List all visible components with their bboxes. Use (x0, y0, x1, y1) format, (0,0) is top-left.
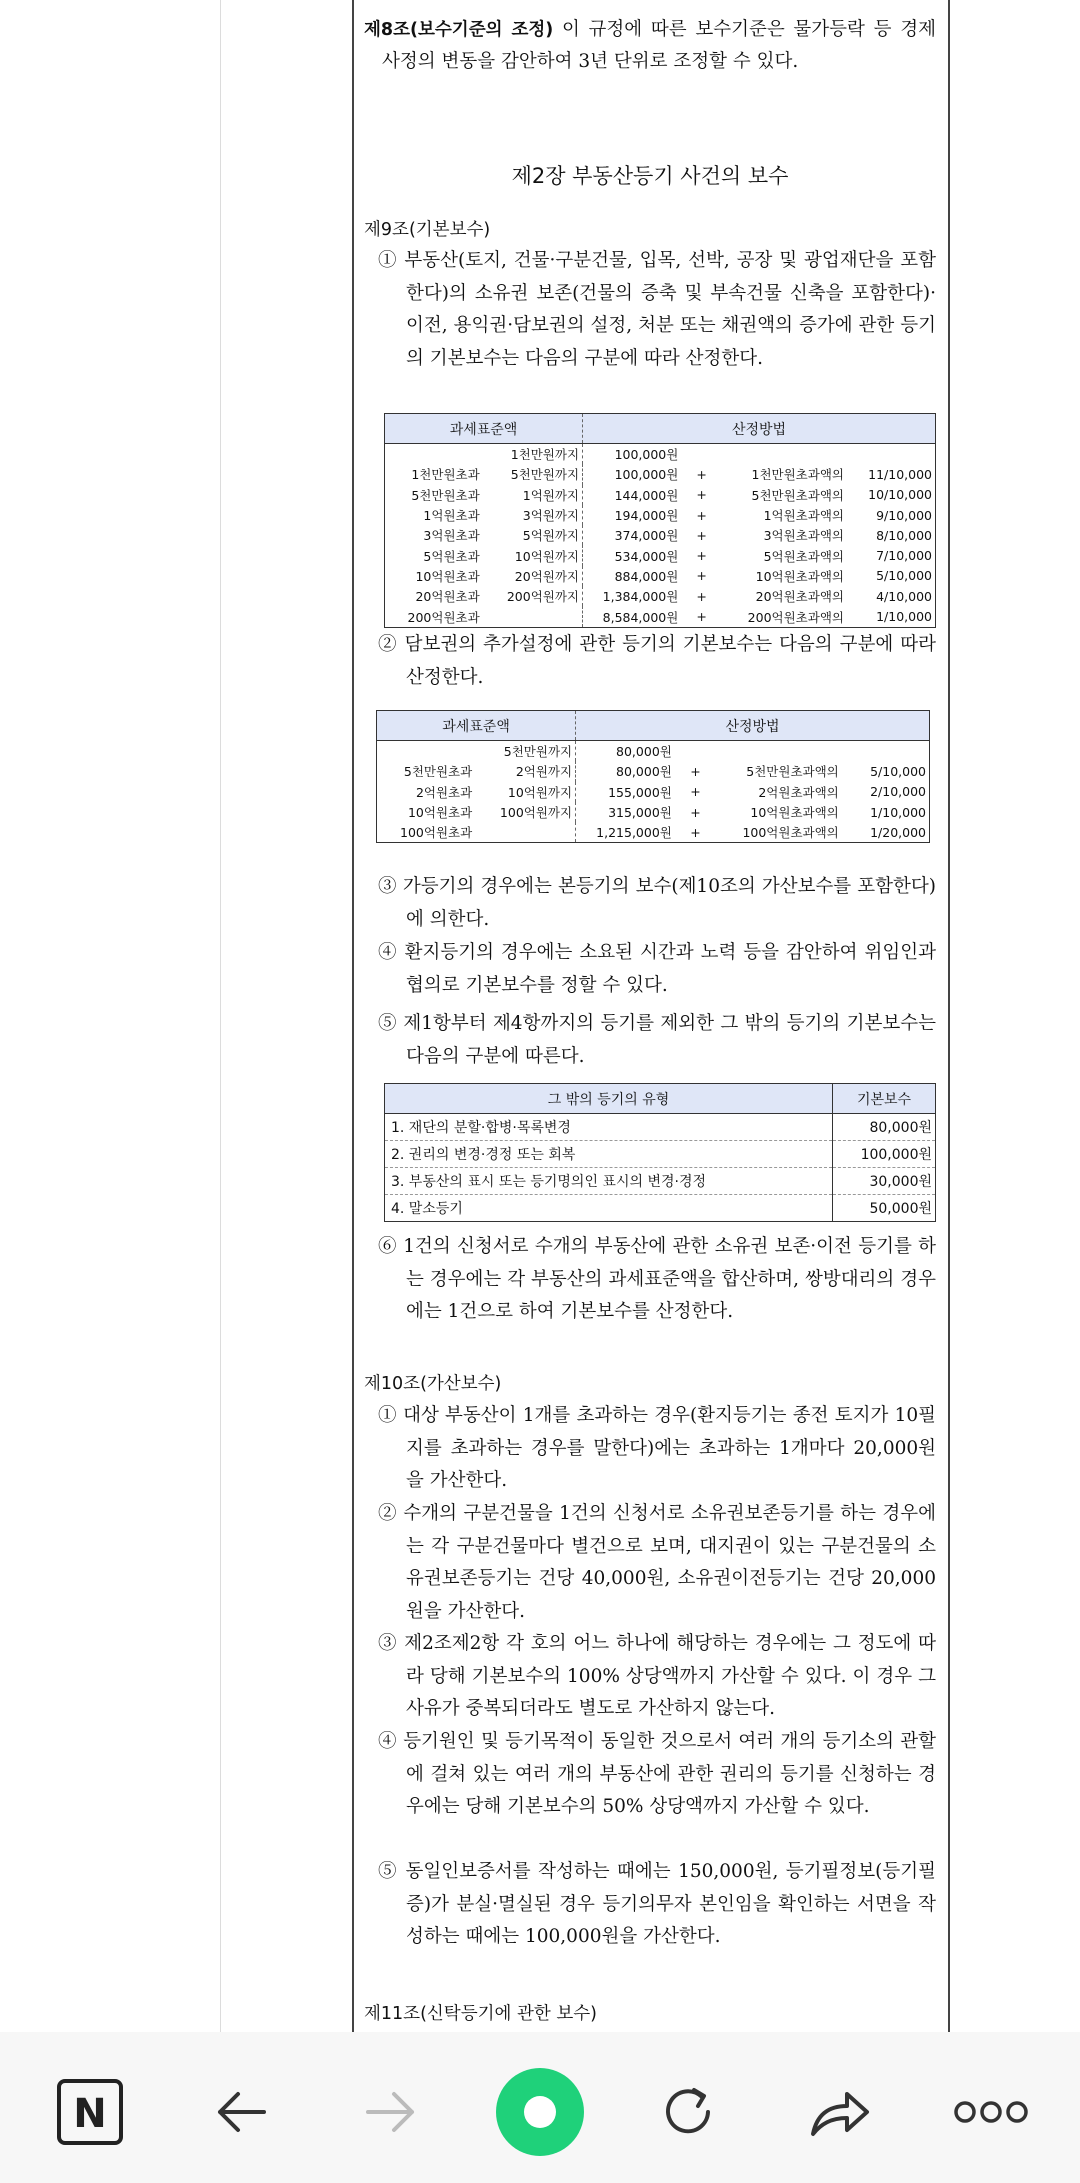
table-cell (842, 741, 929, 762)
fee-table-1 (384, 413, 936, 628)
table-cell: 2억원초과액의 (758, 784, 839, 800)
table-cell: + (696, 507, 707, 523)
table-row (377, 822, 929, 842)
table-cell: 5/10,000 (870, 763, 926, 779)
table-cell: 1억원초과액의 (763, 508, 844, 524)
fee-table-3 (384, 1083, 936, 1222)
table-cell: 10억원초과 (407, 805, 473, 821)
table-cell: 3억원초과액의 (763, 528, 844, 544)
table-cell: 3. 부동산의 표시 또는 등기명의인 표시의 변경·경정 (385, 1168, 833, 1195)
table-cell: 7/10,000 (876, 548, 932, 564)
table-cell: 5천만원초과액의 (746, 764, 839, 780)
table-cell (377, 741, 475, 762)
article-10-para-5: ⑤ 동일인보증서를 작성하는 때에는 150,000원, 등기필정보(등기필증)가 분실·멸실된 경우 등기의무자 본인임을 확인하는 서면을 작성하는 때에는 100,000원을 가산한다. (378, 1861, 936, 1947)
table-cell: 144,000원 (583, 485, 682, 505)
table-row (377, 761, 929, 781)
table-cell: 1/20,000 (870, 824, 926, 840)
table-header: 기본보수 (833, 1084, 936, 1114)
table-cell: 10억원까지 (507, 784, 573, 800)
table-cell: 2/10,000 (870, 784, 926, 800)
table-cell: 10억원까지 (514, 548, 580, 564)
table-cell: 1/10,000 (870, 804, 926, 820)
table-cell: 2. 권리의 변경·경정 또는 회복 (385, 1141, 833, 1168)
table-row (385, 586, 935, 606)
article-9-para-5: ⑤ 제1항부터 제4항까지의 등기를 제외한 그 밖의 등기의 기본보수는 다음의 구분에 따른다. (378, 1013, 936, 1067)
n-logo-icon (55, 2077, 125, 2147)
table-cell (716, 741, 842, 762)
table-cell: 10억원초과액의 (755, 568, 844, 584)
arrow-right-icon (360, 2082, 420, 2142)
article-10-para-4: ④ 등기원인 및 등기목적이 동일한 것으로서 여러 개의 등기소의 관할에 걸쳐 있는 여러 개의 부동산에 관한 권리의 등기를 신청하는 경우에는 당해 기본보수의 50% 상당액까지 가산할 수 있다. (378, 1731, 936, 1817)
table-row (385, 505, 935, 525)
table-cell: 5천만원초과액의 (751, 487, 844, 503)
table-cell (475, 822, 575, 842)
table-cell: 10억원초과액의 (750, 805, 839, 821)
table-cell: 30,000원 (833, 1168, 936, 1195)
table-cell (722, 444, 847, 465)
table-cell: + (696, 568, 707, 584)
table-cell: + (690, 763, 701, 779)
table-cell: 100억원초과 (400, 825, 473, 841)
table-header: 과세표준액 (377, 711, 576, 741)
table-cell: 20억원초과액의 (755, 589, 844, 605)
table-cell: 374,000원 (583, 525, 682, 545)
table-cell: 10/10,000 (868, 487, 932, 503)
green-dot-button[interactable] (494, 2066, 586, 2158)
table-cell: 10억원초과 (415, 568, 480, 584)
table-row (377, 741, 929, 762)
table-cell: 1억원초과 (423, 508, 480, 524)
article-9-para-4: ④ 환지등기의 경우에는 소요된 시간과 노력 등을 감안하여 위임인과 협의로 기본보수를 정할 수 있다. (378, 942, 936, 996)
table-cell: 3억원까지 (522, 508, 580, 524)
table-row (377, 782, 929, 802)
table-row (385, 545, 935, 565)
fee-table-2 (376, 710, 930, 843)
arrow-left-icon (212, 2082, 272, 2142)
table-cell: 100,000원 (583, 444, 682, 465)
article-10-title: 제10조(가산보수) (364, 1374, 502, 1394)
article-8 (364, 14, 936, 78)
table-cell: 8/10,000 (876, 527, 932, 543)
table-cell (385, 444, 483, 465)
table-cell: 80,000원 (576, 761, 675, 781)
naver-home-button[interactable] (50, 2072, 130, 2152)
table-cell: 534,000원 (583, 545, 682, 565)
table-cell: 1천만원초과액의 (751, 467, 844, 483)
table-row (385, 444, 935, 465)
table-cell: 80,000원 (833, 1114, 936, 1141)
table-cell: + (696, 487, 707, 503)
table-cell: + (696, 548, 707, 564)
table-cell: 50,000원 (833, 1195, 936, 1222)
table-cell: 100억원초과액의 (742, 825, 839, 841)
table-header: 과세표준액 (385, 414, 583, 444)
document-page[interactable] (352, 0, 950, 2032)
table-row (385, 1195, 935, 1222)
table-row (385, 1141, 935, 1168)
table-header: 그 밖의 등기의 유형 (385, 1084, 833, 1114)
table-cell: 80,000원 (576, 741, 675, 762)
table-cell: 200억원초과 (407, 609, 480, 625)
table-cell: 100,000원 (833, 1141, 936, 1168)
more-button[interactable] (951, 2072, 1031, 2152)
table-row (385, 525, 935, 545)
article-9-para-6: ⑥ 1건의 신청서로 수개의 부동산에 관한 소유권 보존·이전 등기를 하는 경우에는 각 부동산의 과세표준액을 합산하며, 쌍방대리의 경우에는 1건으로 하여 기본보수를 산정한다. (378, 1236, 936, 1322)
table-cell: + (690, 784, 701, 800)
table-cell (847, 444, 935, 465)
table-cell: 9/10,000 (876, 507, 932, 523)
table-cell: 194,000원 (583, 505, 682, 525)
table-cell: 3억원초과 (423, 528, 480, 544)
table-cell (675, 741, 716, 762)
table-cell: + (696, 588, 707, 604)
table-cell: 1,384,000원 (583, 586, 682, 606)
article-10-para-1: ① 대상 부동산이 1개를 초과하는 경우(환지등기는 종전 토지가 10필지를 초과하는 경우를 말한다)에는 초과하는 1개마다 20,000원을 가산한다. (378, 1405, 936, 1491)
green-dot-icon (494, 2066, 586, 2158)
share-arrow-icon (807, 2082, 873, 2142)
table-cell: 5천만원초과 (403, 764, 473, 780)
table-cell: 884,000원 (583, 566, 682, 586)
share-button[interactable] (800, 2072, 880, 2152)
table-cell: 8,584,000원 (583, 606, 682, 626)
table-cell: 155,000원 (576, 782, 675, 802)
table-cell: + (696, 609, 707, 625)
refresh-button[interactable] (648, 2072, 728, 2152)
table-row (385, 1114, 935, 1141)
table-cell: 20억원까지 (514, 568, 580, 584)
table-row (385, 485, 935, 505)
table-cell: 1/10,000 (876, 609, 932, 625)
table-row (385, 606, 935, 626)
chapter-title: 제2장 부동산등기 사건의 보수 (511, 164, 789, 188)
page-guide-line (220, 0, 221, 2032)
article-10-para-3: ③ 제2조제2항 각 호의 어느 하나에 해당하는 경우에는 그 정도에 따라 당해 기본보수의 100% 상당액까지 가산할 수 있다. 이 경우 그 사유가 중복되더라도 별도로 가산하지 않는다. (378, 1633, 936, 1719)
forward-button[interactable] (350, 2072, 430, 2152)
table-row (385, 1168, 935, 1195)
table-cell: 2억원까지 (515, 764, 573, 780)
table-cell (483, 606, 583, 626)
table-cell: 5천만원까지 (510, 467, 580, 483)
table-header: 산정방법 (583, 414, 935, 444)
article-9-para-3: ③ 가등기의 경우에는 본등기의 보수(제10조의 가산보수를 포함한다)에 의한다. (378, 876, 936, 930)
table-cell: 2억원초과 (415, 784, 473, 800)
table-cell: 11/10,000 (868, 466, 932, 482)
table-cell: 5천만원초과 (411, 487, 480, 503)
article-10-para-2: ② 수개의 구분건물을 1건의 신청서로 소유권보존등기를 하는 경우에는 각 구분건물마다 별건으로 보며, 대지권이 있는 구분건물의 소유권보존등기는 건당 40,000원, 소유권이전등기는 건당 20,000원을 가산한다. (378, 1503, 936, 1622)
article-9-title: 제9조(기본보수) (364, 220, 491, 240)
table-cell: 1천만원까지 (510, 447, 580, 463)
article-9-para-2: ② 담보권의 추가설정에 관한 등기의 기본보수는 다음의 구분에 따라 산정한다. (378, 634, 936, 688)
table-cell: 5억원초과액의 (763, 548, 844, 564)
table-cell: + (696, 466, 707, 482)
article-8-title: 제8조(보수기준의 조정) (364, 20, 554, 40)
table-cell: 1,215,000원 (576, 822, 675, 842)
table-cell: 4/10,000 (876, 588, 932, 604)
article-8-text: 이 규정에 따른 보수기준은 물가등락 등 경제 사정의 변동을 감안하여 3년 단위로 조정할 수 있다. (382, 19, 936, 72)
table-cell: + (696, 527, 707, 543)
refresh-icon (656, 2080, 720, 2144)
table-cell: 5천만원까지 (503, 744, 573, 760)
table-cell: 5억원까지 (522, 528, 580, 544)
table-cell (681, 444, 722, 465)
table-cell: 5억원초과 (423, 548, 480, 564)
browser-bottom-bar (0, 2032, 1080, 2183)
table-header: 산정방법 (576, 711, 929, 741)
article-9-para-1: ① 부동산(토지, 건물·구분건물, 입목, 선박, 공장 및 광업재단을 포함한다)의 소유권 보존(건물의 증축 및 부속건물 신축을 포함한다)·이전, 용익권·담보권의 설정, 처분 또는 채권액의 증가에 관한 등기의 기본보수는 다음의 구분에 따라 산정한다. (378, 250, 936, 369)
table-cell: 20억원초과 (415, 589, 480, 605)
table-cell: 100억원까지 (499, 805, 573, 821)
table-row (385, 464, 935, 484)
table-cell: 315,000원 (576, 802, 675, 822)
more-dots-icon (953, 2097, 1029, 2127)
table-cell: 5/10,000 (876, 568, 932, 584)
table-cell: 100,000원 (583, 464, 682, 484)
table-cell: 200억원까지 (506, 589, 580, 605)
table-row (377, 802, 929, 822)
article-11-title: 제11조(신탁등기에 관한 보수) (364, 2004, 598, 2024)
table-cell: + (690, 804, 701, 820)
table-cell: 1천만원초과 (411, 467, 480, 483)
table-cell: 4. 말소등기 (391, 1201, 463, 1217)
table-cell: 1억원까지 (522, 487, 580, 503)
table-cell: + (690, 824, 701, 840)
svg-text:N: N (73, 2091, 107, 2137)
table-row (385, 566, 935, 586)
back-button[interactable] (202, 2072, 282, 2152)
table-cell: 200억원초과액의 (747, 609, 844, 625)
table-cell: 1. 재단의 분할·합병·목록변경 (385, 1114, 833, 1141)
